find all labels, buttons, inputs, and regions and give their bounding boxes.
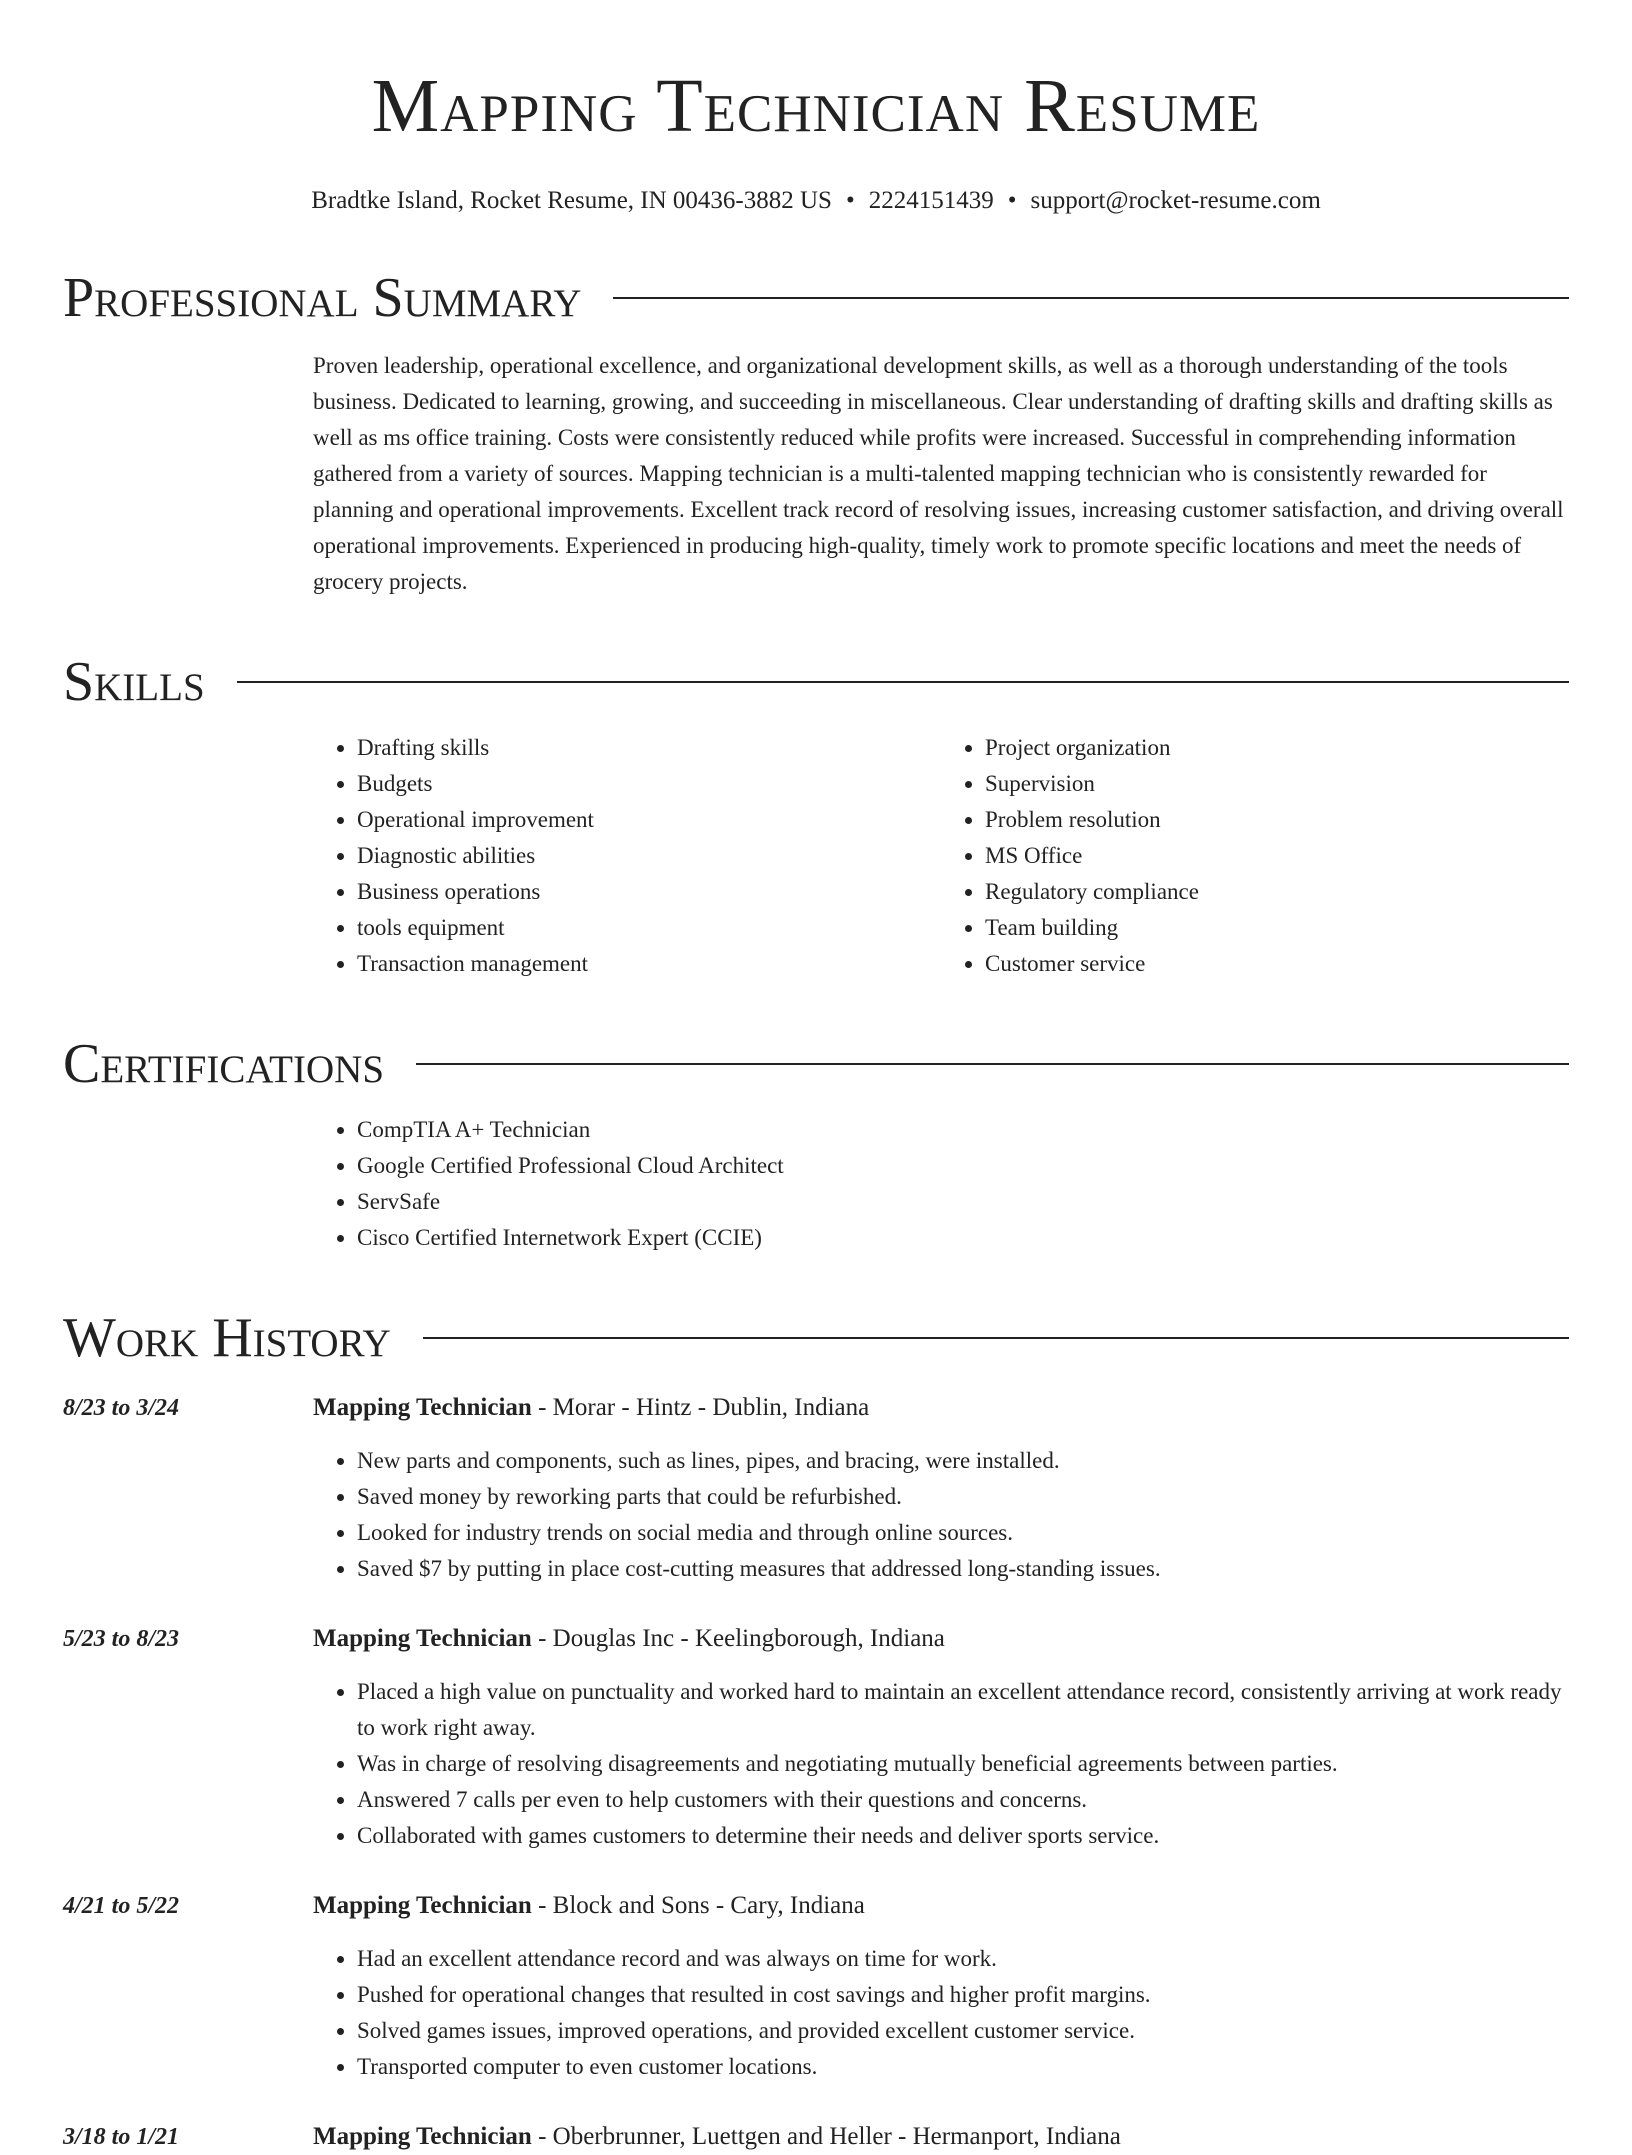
skill-item: • Drafting skills [357, 730, 941, 766]
certification-item: • Cisco Certified Internetwork Expert (CCIE) [357, 1220, 1569, 1256]
job-bullet: • Solved games issues, improved operations, and provided excellent customer service. [357, 2013, 1569, 2049]
contact-separator: • [845, 187, 855, 214]
skills-grid [313, 730, 1569, 982]
certifications-list [313, 1112, 1569, 1256]
job-company: - Oberbrunner, Luettgen and Heller - Hermanport, Indiana [531, 2123, 1121, 2150]
skills-section-header [63, 652, 1569, 712]
job-bullets [313, 1443, 1569, 1587]
contact-phone: 2224151439 [868, 187, 994, 214]
job-bullet: • Was in charge of resolving disagreements and negotiating mutually beneficial agreements between parties. [357, 1746, 1569, 1782]
summary-section-header [63, 268, 1569, 328]
job-role: Mapping Technician [313, 1892, 532, 1919]
skills-right-list [941, 730, 1569, 982]
job-title-line [313, 1621, 1569, 1657]
section-divider [416, 1063, 1569, 1065]
job-entry [63, 1621, 1569, 1854]
job-role: Mapping Technician [313, 1625, 532, 1652]
job-entry [63, 2119, 1569, 2155]
certifications-section-header [63, 1034, 1569, 1094]
job-details [313, 2119, 1569, 2155]
job-dates: 5/23 to 8/23 [63, 1626, 180, 1652]
skill-item: • Supervision [985, 766, 1569, 802]
job-role: Mapping Technician [313, 2123, 532, 2150]
contact-email: support@rocket-resume.com [1030, 187, 1321, 214]
job-bullet: • Placed a high value on punctuality and worked hard to maintain an excellent attendance record, consistently arriving at work ready to work right away. [357, 1674, 1569, 1746]
job-dates: 8/23 to 3/24 [63, 1395, 180, 1421]
work-section-header [63, 1308, 1569, 1368]
job-bullet: • New parts and components, such as lines, pipes, and bracing, were installed. [357, 1443, 1569, 1479]
job-title-line [313, 1888, 1569, 1924]
summary-heading: Professional Summary [63, 267, 582, 329]
work-heading: Work History [63, 1307, 391, 1369]
section-divider [613, 297, 1569, 299]
skill-item: • Team building [985, 910, 1569, 946]
job-entry [63, 1888, 1569, 2085]
job-company: - Douglas Inc - Keelingborough, Indiana [531, 1625, 945, 1652]
skills-heading: Skills [63, 651, 205, 713]
skill-item: • Problem resolution [985, 802, 1569, 838]
certification-item: • ServSafe [357, 1184, 1569, 1220]
skill-item: • tools equipment [357, 910, 941, 946]
skill-item: • Diagnostic abilities [357, 838, 941, 874]
contact-address: Bradtke Island, Rocket Resume, IN 00436-3882 US [311, 187, 832, 214]
job-bullet: • Had an excellent attendance record and was always on time for work. [357, 1941, 1569, 1977]
job-details [313, 1888, 1569, 2085]
skill-item: • Regulatory compliance [985, 874, 1569, 910]
skill-item: • Business operations [357, 874, 941, 910]
skill-item: • Transaction management [357, 946, 941, 982]
skill-item: • MS Office [985, 838, 1569, 874]
job-company: - Morar - Hintz - Dublin, Indiana [531, 1394, 870, 1421]
job-bullet: • Looked for industry trends on social media and through online sources. [357, 1515, 1569, 1551]
certification-item: • CompTIA A+ Technician [357, 1112, 1569, 1148]
certifications-heading: Certifications [63, 1033, 385, 1095]
skills-left-list [313, 730, 941, 982]
contact-line [63, 186, 1569, 216]
skill-item: • Customer service [985, 946, 1569, 982]
job-dates: 4/21 to 5/22 [63, 1893, 180, 1919]
job-bullets [313, 1674, 1569, 1854]
summary-text: Proven leadership, operational excellence, and organizational development skills, as well as a thorough understanding of the tools business. Dedicated to learning, growing, and succeeding in miscellaneous. Clear understanding of drafting skills and drafting skills as well as ms office training. Costs were consistently reduced while profits were increased. Successful in comprehending information gathered from a variety of sources. Mapping technician is a multi-talented mapping technician who is consistently rewarded for planning and operational improvements. Excellent track record of resolving issues, increasing customer satisfaction, and driving overall operational improvements. Experienced in producing high-quality, timely work to promote specific locations and meet the needs of grocery projects. [313, 353, 1564, 594]
certifications-bullets [313, 1112, 1569, 1256]
job-bullet: • Answered 7 calls per even to help customers with their questions and concerns. [357, 1782, 1569, 1818]
job-dates: 3/18 to 1/21 [63, 2124, 180, 2150]
job-title-line [313, 1390, 1569, 1426]
job-bullet: • Saved money by reworking parts that could be refurbished. [357, 1479, 1569, 1515]
contact-separator: • [1007, 187, 1017, 214]
section-divider [423, 1337, 1569, 1339]
job-bullet: • Transported computer to even customer locations. [357, 2049, 1569, 2085]
job-bullet: • Saved $7 by putting in place cost-cutting measures that addressed long-standing issues. [357, 1551, 1569, 1587]
skill-item: • Operational improvement [357, 802, 941, 838]
job-role: Mapping Technician [313, 1394, 532, 1421]
resume-title: Mapping Technician Resume [371, 64, 1261, 148]
job-company: - Block and Sons - Cary, Indiana [531, 1892, 865, 1919]
job-bullet: • Collaborated with games customers to determine their needs and deliver sports service. [357, 1818, 1569, 1854]
job-details [313, 1390, 1569, 1587]
job-bullet: • Pushed for operational changes that resulted in cost savings and higher profit margins. [357, 1977, 1569, 2013]
job-details [313, 1621, 1569, 1854]
skill-item: • Project organization [985, 730, 1569, 766]
section-divider [237, 681, 1569, 683]
certification-item: • Google Certified Professional Cloud Architect [357, 1148, 1569, 1184]
job-title-line [313, 2119, 1569, 2155]
skill-item: • Budgets [357, 766, 941, 802]
job-entry [63, 1390, 1569, 1587]
job-bullets [313, 1941, 1569, 2085]
